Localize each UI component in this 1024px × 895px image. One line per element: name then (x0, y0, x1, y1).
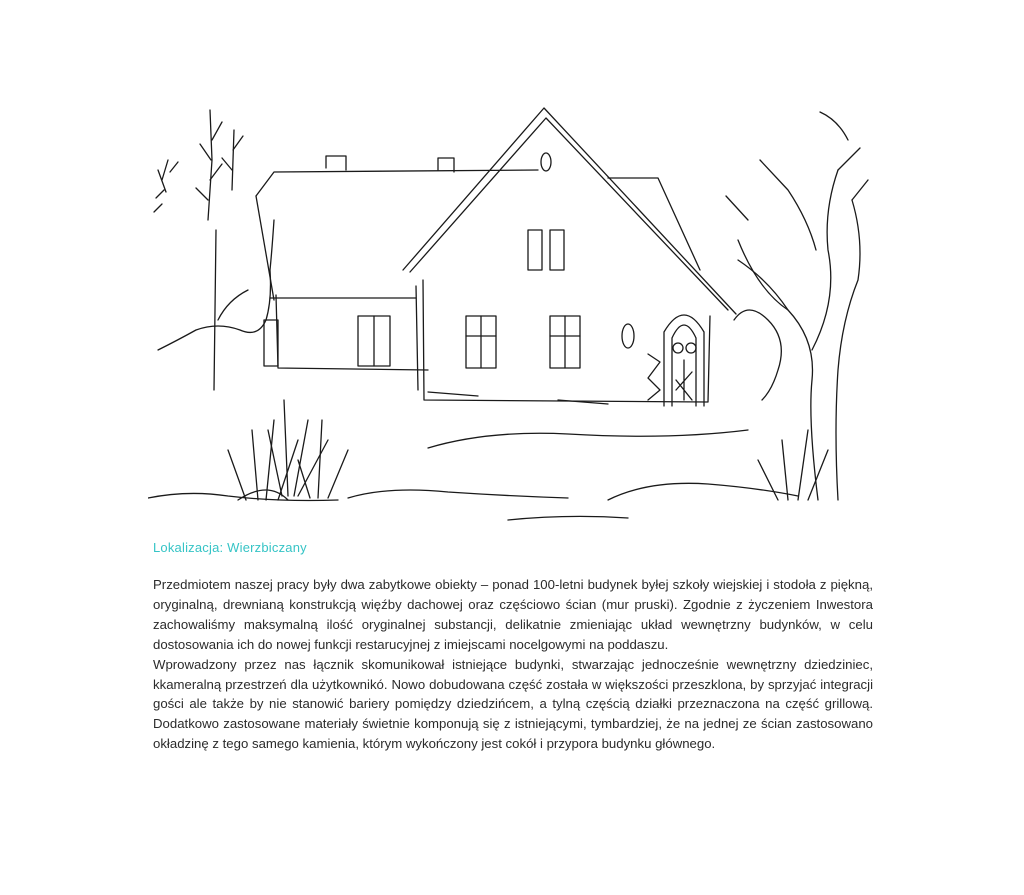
description-paragraph-1: Przedmiotem naszej pracy były dwa zabytkowe obiekty – ponad 100-letni budynek byłej szkoły wiejskiej i stodoła z piękną, oryginalną, drewnianą konstrukcją więźby dachowej oraz częściowo ścian (mur pruski). Zgodnie z życzeniem Inwestora zachowaliśmy maksymalną ilość oryginalnej substancji, delikatnie zmieniając układ wewnętrzny budynków, w celu dostosowania ich do nowej funkcji restarucyjnej z imiejscami nocelgowymi na poddaszu. (153, 577, 873, 652)
ground-grass-sketch (148, 400, 828, 520)
left-tree-sketch (154, 110, 274, 390)
location-label: Lokalizacja: Wierzbiczany (153, 540, 307, 555)
description-paragraph-2: Wprowadzony przez nas łącznik skomunikował istniejące budynki, stwarzając jednocześnie wewnętrzny dziedziniec, kkameralną przestrzeń dla użytkownikó. Nowo dobudowana część została w większości przeszklona, by sprzyjać integracji gości ale także by nie stanowić bariery pomiędzy dziedzińcem, a tylną częścią działki przeznaczona na część grillową. Dodatkowo zastosowane materiały świetnie komponują się z istniejącymi, tymbardziej, że na jednej ze ścian zastosowano okładzinę z tego samego kamienia, którym wykończony jest cokół i przypora budynku głównego. (153, 656, 873, 752)
main-building-sketch (403, 108, 736, 406)
house-sketch-illustration (148, 100, 870, 525)
project-description (153, 575, 873, 754)
right-tree-sketch (726, 112, 868, 500)
